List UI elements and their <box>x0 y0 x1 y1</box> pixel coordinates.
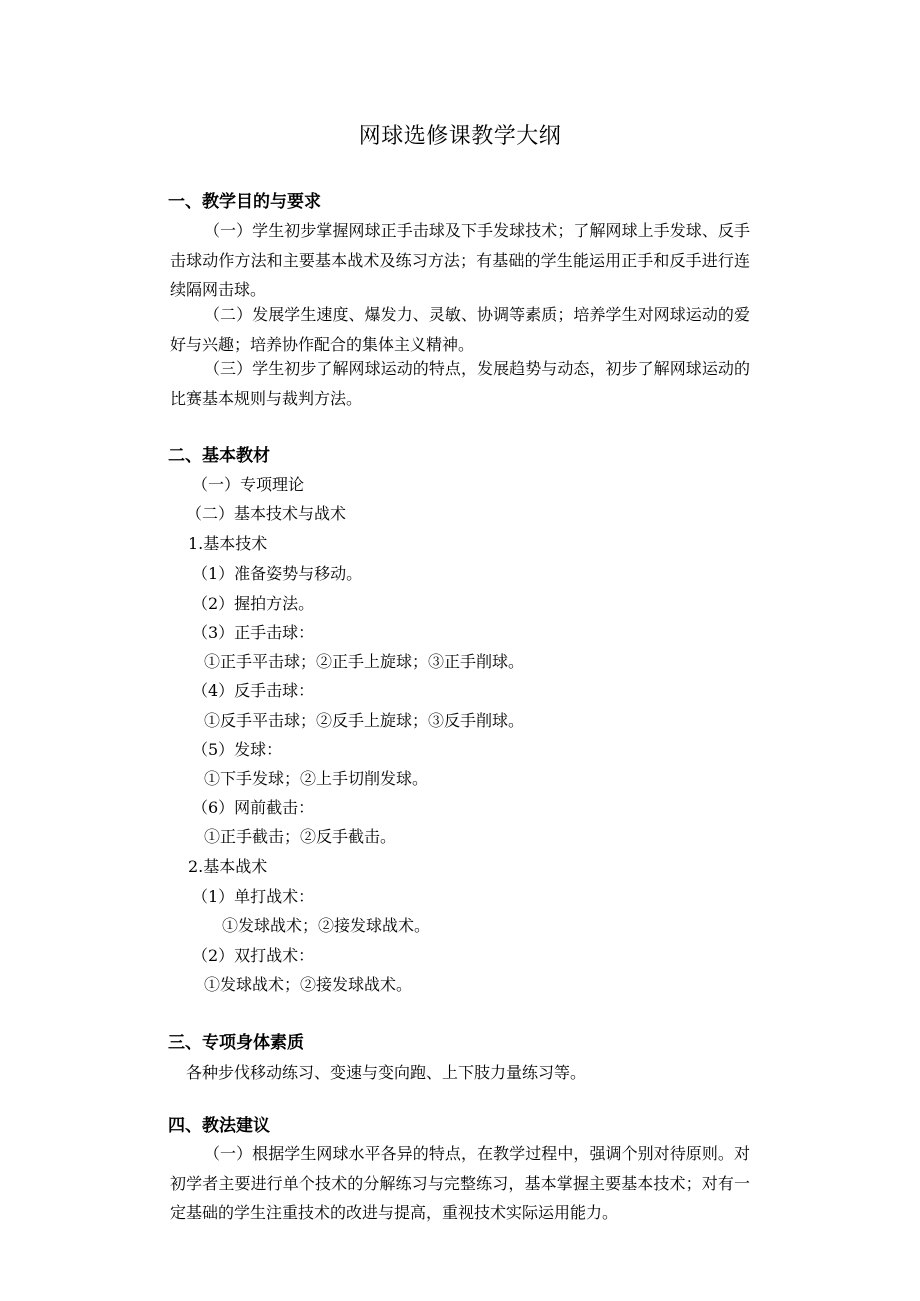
paragraph-objective-2: （二）发展学生速度、爆发力、灵敏、协调等素质；培养学生对网球运动的爱好与兴趣；培养协作配合的集体主义精神。 <box>170 305 750 354</box>
paragraph-teaching-method-1: （一）根据学生网球水平各异的特点，在教学过程中，强调个别对待原则。对初学者主要进行单个技术的分解练习与完整练习，基本掌握主要基本技术；对有一定基础的学生注重技术的改进与提高，重视技术实际运用能力。 <box>170 1144 750 1222</box>
paragraph-objective-3: （三）学生初步了解网球运动的特点，发展趋势与动态，初步了解网球运动的比赛基本规则与裁判方法。 <box>170 359 750 408</box>
section-heading-teaching-methods: 四、教法建议 <box>168 1116 270 1136</box>
list-item-basic-tactics: 2.基本战术 <box>188 857 268 876</box>
list-item-volley-types: ①正手截击；②反手截击。 <box>204 827 397 846</box>
section-heading-materials: 二、基本教材 <box>168 446 270 466</box>
list-item-ready-stance: （1）准备姿势与移动。 <box>192 564 363 583</box>
list-item-singles-tactics-types: ①发球战术；②接发球战术。 <box>222 916 431 935</box>
list-item-doubles-tactics: （2）双打战术： <box>192 946 315 965</box>
list-item-forehand-types: ①正手平击球；②正手上旋球；③正手削球。 <box>204 652 525 671</box>
list-item-backhand: （4）反手击球： <box>192 681 315 700</box>
paragraph-physical: 各种步伐移动练习、变速与变向跑、上下肢力量练习等。 <box>186 1063 587 1082</box>
list-item-technique-tactics: （二）基本技术与战术 <box>186 504 347 523</box>
list-item-serve-types: ①下手发球；②上手切削发球。 <box>204 769 429 788</box>
list-item-serve: （5）发球： <box>192 740 283 759</box>
list-item-backhand-types: ①反手平击球；②反手上旋球；③反手削球。 <box>204 711 525 730</box>
document-title: 网球选修课教学大纲 <box>358 124 562 149</box>
list-item-doubles-tactics-types: ①发球战术；②接发球战术。 <box>204 975 413 994</box>
section-heading-objectives: 一、教学目的与要求 <box>168 192 321 212</box>
list-item-theory: （一）专项理论 <box>192 475 305 494</box>
section-heading-physical: 三、专项身体素质 <box>168 1033 304 1053</box>
list-item-volley: （6）网前截击： <box>192 798 315 817</box>
paragraph-objective-1: （一）学生初步掌握网球正手击球及下手发球技术；了解网球上手发球、反手击球动作方法和主要基本战术及练习方法；有基础的学生能运用正手和反手进行连续隔网击球。 <box>170 221 750 299</box>
list-item-singles-tactics: （1）单打战术： <box>192 887 315 906</box>
list-item-forehand: （3）正手击球： <box>192 623 315 642</box>
list-item-basic-technique: 1.基本技术 <box>188 534 268 553</box>
list-item-grip: （2）握拍方法。 <box>192 594 315 613</box>
